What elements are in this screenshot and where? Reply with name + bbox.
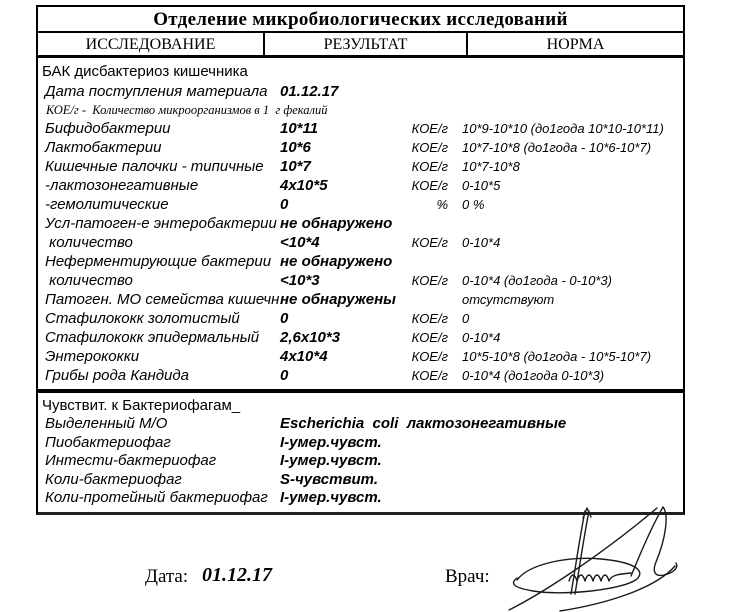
- table-row: [38, 233, 683, 252]
- table-row: [38, 290, 683, 309]
- table-row: [38, 434, 683, 453]
- test-result: <10*3: [280, 272, 320, 289]
- test-name: Бифидобактерии: [45, 120, 171, 137]
- phage-result: I-умер.чувст.: [280, 452, 382, 469]
- footer-date-label: Дата:: [145, 566, 189, 587]
- table-row: [38, 138, 683, 157]
- table-body: [38, 58, 683, 389]
- table-row: [38, 252, 683, 271]
- table-row: [38, 471, 683, 490]
- test-norm: 0 %: [462, 197, 485, 212]
- test-name: Стафилококк золотистый: [45, 310, 240, 327]
- result-rows: [38, 119, 683, 385]
- koe-footnote: КОЕ/г - Количество микроорганизмов в 1 г фекалий: [46, 103, 328, 117]
- table-row: [38, 119, 683, 138]
- test-name: Кишечные палочки - типичные: [45, 158, 264, 175]
- test-result: 10*11: [280, 120, 319, 137]
- material-date-value: 01.12.17: [280, 83, 339, 100]
- footer-doctor-label: Врач:: [445, 566, 490, 587]
- test-name: Патоген. МО семейства кишечн: [45, 291, 280, 308]
- section-heading-phage: Чувствит. к Бактериофагам_: [42, 397, 241, 414]
- phage-name: Коли-бактериофаг: [45, 470, 182, 488]
- test-result: не обнаружено: [280, 253, 393, 270]
- test-result: 10*7: [280, 158, 311, 175]
- test-norm: 0-10*4: [462, 330, 501, 345]
- table-row: [38, 328, 683, 347]
- table-row: [38, 366, 683, 385]
- signature-right-flourish: [631, 507, 677, 576]
- phage-name: Коли-протейный бактериофаг: [45, 489, 268, 506]
- table-row: [38, 157, 683, 176]
- phage-result: I-умер.чувст.: [280, 489, 382, 506]
- test-unit: КОЕ/г: [411, 121, 448, 136]
- test-unit: КОЕ/г: [411, 349, 448, 364]
- phage-result: Escherichia coli лактозонегативные: [280, 415, 567, 432]
- test-norm: 10*7-10*8: [462, 159, 520, 174]
- bacteriophage-section: [36, 391, 685, 515]
- test-name: Усл-патоген-е энтеробактерии: [45, 215, 277, 232]
- test-name: Грибы рода Кандида: [45, 367, 190, 384]
- table-row: [38, 309, 683, 328]
- test-result: <10*4: [280, 234, 320, 251]
- phage-name: Интести-бактериофаг: [45, 452, 217, 469]
- test-norm: 0: [462, 311, 470, 326]
- test-norm: 10*7-10*8 (до1года - 10*6-10*7): [462, 140, 652, 155]
- phage-result: S-чувствит.: [280, 470, 378, 488]
- section-heading-bak: БАК дисбактериоз кишечника: [42, 63, 248, 80]
- test-unit: %: [436, 197, 448, 212]
- test-unit: КОЕ/г: [411, 140, 448, 155]
- test-result: не обнаружено: [280, 215, 393, 232]
- test-result: 4x10*5: [280, 177, 328, 194]
- test-result: 0: [280, 310, 289, 327]
- test-name: -лактозонегативные: [45, 177, 199, 194]
- test-name: Стафилококк эпидермальный: [45, 329, 260, 346]
- test-norm: 10*5-10*8 (до1года - 10*5-10*7): [462, 349, 652, 364]
- test-name: -гемолитические: [45, 196, 169, 213]
- test-name: количество: [45, 234, 133, 251]
- report-title: Отделение микробиологических исследований: [38, 7, 683, 33]
- table-row: [38, 415, 683, 434]
- test-unit: КОЕ/г: [411, 330, 448, 345]
- test-result: 0: [280, 196, 289, 213]
- table-row: [38, 347, 683, 366]
- test-unit: КОЕ/г: [411, 311, 448, 326]
- test-result: 0: [280, 367, 289, 384]
- test-norm: отсутствуют: [462, 292, 555, 307]
- table-row: [38, 271, 683, 290]
- column-header-rezultat: РЕЗУЛЬТАТ: [265, 33, 468, 55]
- phage-name: Пиобактериофаг: [45, 433, 171, 451]
- report-table: [36, 5, 685, 391]
- test-norm: 0-10*4: [462, 235, 501, 250]
- test-name: Неферментирующие бактерии: [45, 253, 272, 270]
- table-row: [38, 452, 683, 471]
- doctor-signature-image: [505, 504, 695, 612]
- table-row: [38, 195, 683, 214]
- column-header-issledovanie: ИССЛЕДОВАНИЕ: [38, 33, 265, 55]
- material-date-label: Дата поступления материала: [45, 83, 268, 100]
- material-date-row: [38, 81, 683, 102]
- test-result: не обнаружены: [280, 291, 396, 308]
- test-unit: КОЕ/г: [411, 235, 448, 250]
- phage-result: I-умер.чувст.: [280, 433, 382, 451]
- test-unit: КОЕ/г: [411, 368, 448, 383]
- phage-name: Выделенный М/О: [45, 415, 168, 432]
- table-row: [38, 214, 683, 233]
- test-norm: 10*9-10*10 (до1года 10*10-10*11): [462, 121, 664, 136]
- signature-lower-sweep: [560, 566, 675, 611]
- phage-rows: [38, 415, 683, 508]
- test-result: 2,6x10*3: [280, 329, 341, 346]
- test-result: 10*6: [280, 139, 311, 156]
- test-name: Энтерококки: [45, 348, 140, 365]
- signature-vertical-stroke-1: [571, 511, 585, 594]
- test-unit: КОЕ/г: [411, 273, 448, 288]
- test-norm: 0-10*5: [462, 178, 501, 193]
- footer-date-value: 01.12.17: [202, 564, 272, 586]
- test-norm: 0-10*4 (до1года - 0-10*3): [462, 273, 612, 288]
- column-header-norma: НОРМА: [546, 36, 605, 53]
- table-header: [38, 33, 683, 58]
- test-unit: КОЕ/г: [411, 159, 448, 174]
- test-name: Лактобактерии: [45, 139, 162, 156]
- test-norm: 0-10*4 (до1года 0-10*3): [462, 368, 605, 383]
- test-name: количество: [45, 272, 133, 289]
- test-result: 4x10*4: [280, 348, 328, 365]
- test-unit: КОЕ/г: [411, 178, 448, 193]
- table-row: [38, 176, 683, 195]
